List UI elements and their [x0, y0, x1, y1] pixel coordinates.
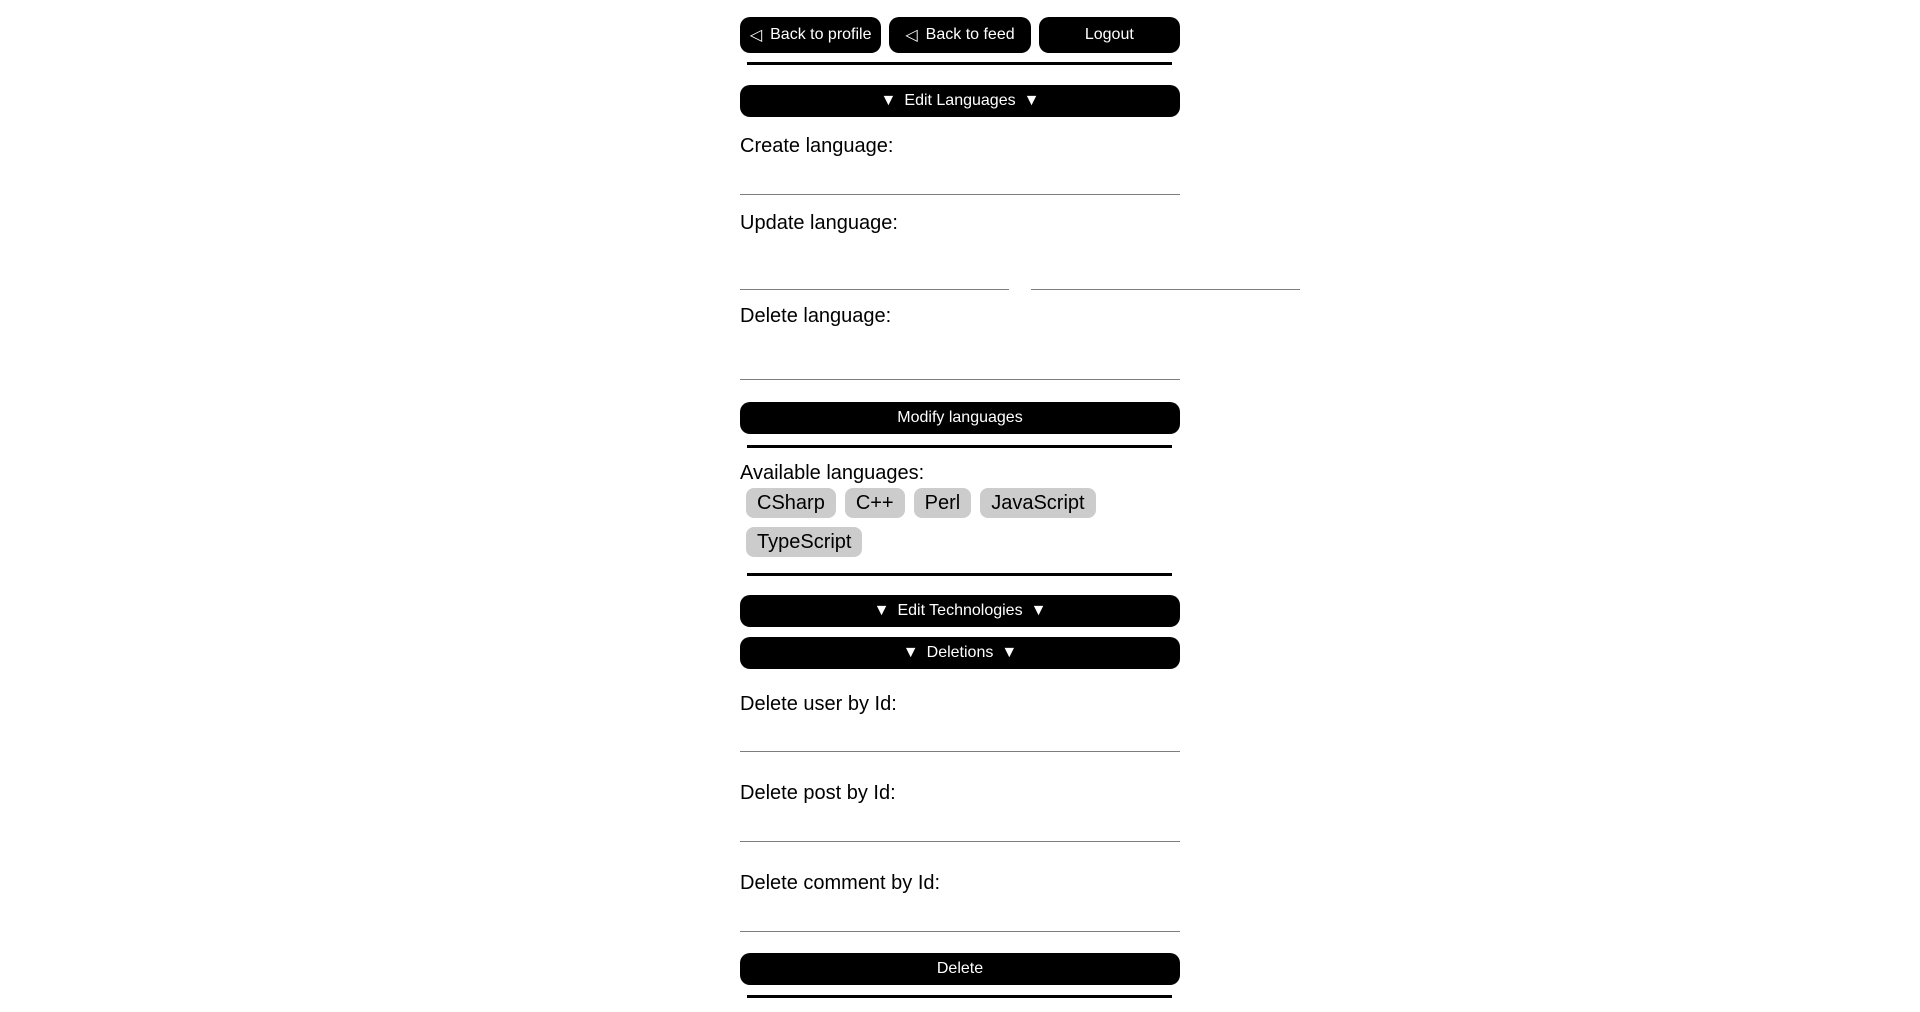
section-divider — [747, 445, 1172, 448]
modify-languages-label: Modify languages — [897, 409, 1023, 426]
logout-button[interactable] — [1039, 17, 1180, 53]
modify-languages-button[interactable] — [740, 402, 1180, 434]
delete-user-input[interactable] — [740, 722, 1180, 752]
create-language-input[interactable] — [740, 165, 1180, 195]
section-divider — [747, 995, 1172, 998]
delete-button[interactable] — [740, 953, 1180, 985]
admin-panel-column — [740, 0, 1180, 998]
delete-comment-input[interactable] — [740, 902, 1180, 932]
update-language-label: Update language: — [740, 212, 898, 234]
delete-button-label: Delete — [936, 960, 984, 977]
deletions-toggle-label: Deletions — [926, 644, 994, 661]
section-divider — [747, 573, 1172, 576]
back-to-profile-button[interactable] — [740, 17, 881, 53]
language-chip[interactable]: CSharp — [746, 488, 836, 518]
update-language-old-input[interactable] — [740, 260, 1009, 290]
deletions-toggle[interactable] — [740, 637, 1180, 669]
create-language-label: Create language: — [740, 135, 894, 157]
chevron-down-icon: ▼ — [1001, 644, 1018, 661]
back-arrow-icon: ◁ — [749, 27, 763, 44]
edit-technologies-toggle[interactable] — [740, 595, 1180, 627]
back-to-profile-label: Back to profile — [770, 26, 872, 43]
delete-post-input[interactable] — [740, 812, 1180, 842]
toolbar — [740, 17, 1180, 53]
chevron-down-icon: ▼ — [902, 644, 919, 661]
available-languages-label: Available languages: — [740, 462, 925, 484]
language-chip[interactable]: C++ — [845, 488, 905, 518]
update-language-row — [740, 260, 1180, 290]
update-language-new-input[interactable] — [1031, 260, 1300, 290]
delete-post-label: Delete post by Id: — [740, 782, 896, 804]
delete-language-label: Delete language: — [740, 305, 892, 327]
logout-label: Logout — [1084, 26, 1134, 43]
chevron-down-icon: ▼ — [1023, 92, 1040, 109]
edit-languages-toggle-label: Edit Languages — [904, 92, 1016, 109]
language-chip[interactable]: JavaScript — [980, 488, 1095, 518]
chevron-down-icon: ▼ — [1030, 602, 1047, 619]
available-languages-list — [740, 488, 1180, 557]
delete-language-input[interactable] — [740, 350, 1180, 380]
back-arrow-icon: ◁ — [905, 27, 918, 44]
delete-comment-label: Delete comment by Id: — [740, 872, 941, 894]
back-to-feed-label: Back to feed — [925, 26, 1015, 43]
edit-languages-toggle[interactable] — [740, 85, 1180, 117]
language-chip[interactable]: Perl — [914, 488, 972, 518]
back-to-feed-button[interactable] — [889, 17, 1030, 53]
section-divider — [747, 62, 1172, 65]
chevron-down-icon: ▼ — [880, 92, 897, 109]
chevron-down-icon: ▼ — [873, 602, 890, 619]
language-chip[interactable]: TypeScript — [746, 527, 862, 557]
delete-user-label: Delete user by Id: — [740, 693, 897, 715]
edit-technologies-toggle-label: Edit Technologies — [897, 602, 1023, 619]
